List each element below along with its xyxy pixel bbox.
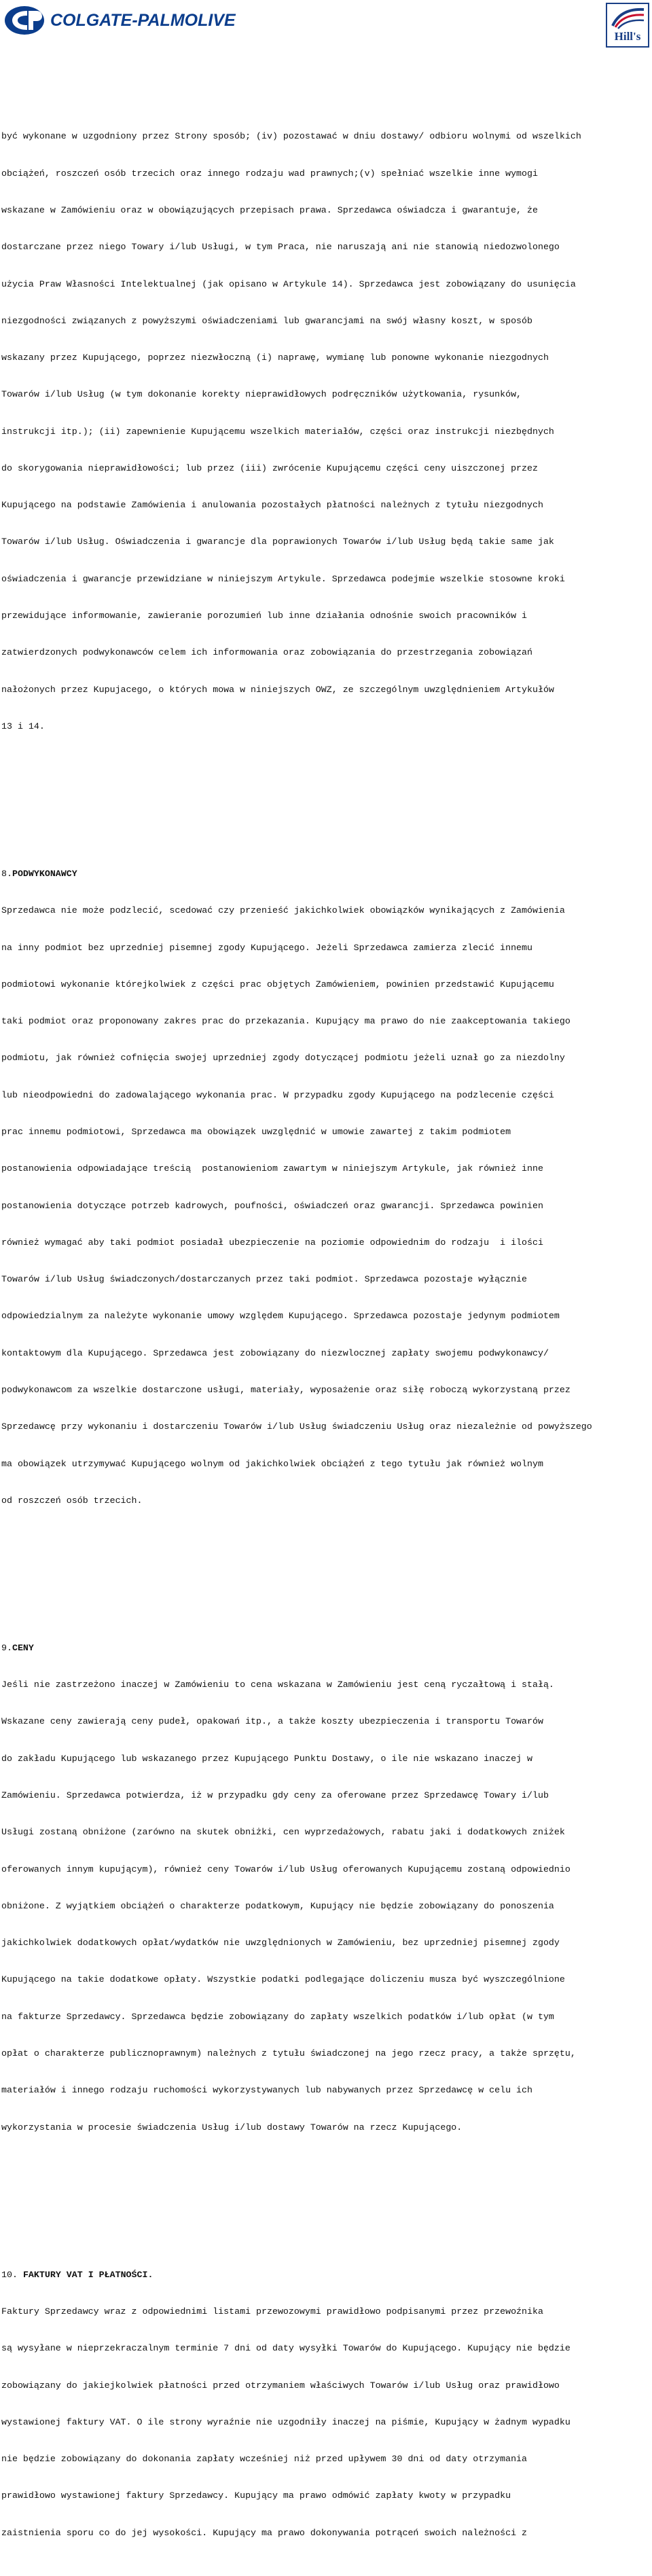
text-line: na inny podmiot bez uprzedniej pisemnej zgody Kupującego. Jeżeli Sprzedawca zamierza zlecić innemu [1, 942, 532, 953]
text-line: nałożonych przez Kupujacego, o których mowa w niniejszych OWZ, ze szczególnym uwzględnieniem Artykułów [1, 684, 554, 695]
text-line: zobowiązany do jakiejkolwiek płatności przed otrzymaniem właściwych Towarów i/lub Usług oraz prawidłowo [1, 2380, 560, 2391]
text-line: prac innemu podmiotowi, Sprzedawca ma obowiązek uwzględnić w umowie zawartej z takim podmiotem [1, 1126, 511, 1137]
text-line: lub nieodpowiedni do zadowalającego wykonania prac. W przypadku zgody Kupującego na podzlecenie części [1, 1089, 554, 1100]
paragraph-gap [1, 2195, 651, 2207]
text-line: dostarczane przez niego Towary i/lub Usługi, w tym Praca, nie naruszają ani nie stanowią niedozwolonego [1, 242, 560, 253]
paragraph-gap [1, 1568, 651, 1580]
text-line: jakichkolwiek dodatkowych opłat/wydatków nie uwzględnionych w Zamówieniu, bez uprzedniej pisemnej zgody [1, 1938, 560, 1948]
text-line: Jeśli nie zastrzeżono inaczej w Zamówieniu to cena wskazana w Zamówieniu jest ceną ryczałtową i stałą. [1, 1680, 554, 1690]
page-header [0, 0, 652, 54]
section-number: 10. [1, 2269, 18, 2280]
text-line: obniżone. Z wyjątkiem obciążeń o charakterze podatkowym, Kupujący nie będzie zobowiązany do ponoszenia [1, 1900, 554, 1911]
text-line: zaistnienia sporu co do jej wysokości. Kupujący ma prawo dokonywania potrąceń swoich należności z [1, 2527, 528, 2538]
text-line: podwykonawcom za wszelkie dostarczone usługi, materiały, wyposażenie oraz siłę roboczą wykorzystaną przez [1, 1384, 570, 1395]
section-title: PODWYKONAWCY [12, 869, 77, 879]
text-line: materiałów i innego rodzaju ruchomości wykorzystywanych lub nabywanych przez Sprzedawcę w celu ich [1, 2085, 532, 2096]
colgate-palmolive-logo-icon [4, 5, 45, 35]
hills-wordmark: Hill's [614, 30, 641, 43]
text-line: wykorzystania w procesie świadczenia Usług i/lub dostawy Towarów na rzecz Kupującego. [1, 2122, 463, 2133]
text-line: nie będzie zobowiązany do dokonania zapłaty wcześniej niż przed upływem 30 dni od daty otrzymania [1, 2454, 528, 2465]
text-line: Usługi zostaną obniżone (zarówno na skutek obniżki, cen wyprzedażowych, rabatu jaki i dodatkowych zniżek [1, 1827, 565, 1838]
section-10 [1, 2245, 651, 2564]
section-heading [1, 1642, 651, 1654]
document-body [1, 81, 651, 2576]
section-9 [1, 1618, 651, 2158]
text-line: kontaktowym dla Kupującego. Sprzedawca jest zobowiązany do niezwlocznej zapłaty swojemu podwykonawcy/ [1, 1347, 549, 1358]
text-line: prawidłowo wystawionej faktury Sprzedawcy. Kupujący ma prawo odmówić zapłaty kwoty w przypadku [1, 2490, 511, 2501]
text-line: do skorygowania nieprawidłowości; lub przez (iii) zwrócenie Kupującemu części ceny uiszczonej przez [1, 462, 538, 473]
hills-logo [606, 3, 649, 48]
text-line: taki podmiot oraz proponowany zakres prac do przekazania. Kupujący ma prawo do nie zaakceptowania takiego [1, 1016, 570, 1027]
paragraph-continued [1, 106, 651, 757]
text-line: oświadczenia i gwarancje przewidziane w niniejszym Artykule. Sprzedawca podejmie wszelkie stosowne kroki [1, 573, 565, 584]
section-title: CENY [12, 1642, 34, 1653]
text-line: być wykonane w uzgodniony przez Strony sposób; (iv) pozostawać w dniu dostawy/ odbioru wolnymi od wszelkich [1, 131, 581, 142]
text-line: Sprzedawcę przy wykonaniu i dostarczeniu Towarów i/lub Usług świadczeniu Usług oraz niezależnie od powyższego [1, 1421, 592, 1432]
text-line: ma obowiązek utrzymywać Kupującego wolnym od jakichkolwiek obciążeń z tego tytułu jak również wolnym [1, 1458, 543, 1469]
colgate-palmolive-wordmark: COLGATE-PALMOLIVE [50, 10, 236, 30]
text-line: opłat o charakterze publicznoprawnym) należnych z tytułu świadczonej na jego rzecz pracy, a także sprzętu, [1, 2048, 576, 2058]
text-line: instrukcji itp.); (ii) zapewnienie Kupującemu wszelkich materiałów, części oraz instrukcji niezbędnych [1, 426, 554, 437]
section-heading [1, 868, 651, 880]
text-line: również wymagać aby taki podmiot posiadał ubezpieczenie na poziomie odpowiednim do rodzaju i ilości [1, 1237, 543, 1248]
section-heading [1, 2269, 651, 2281]
text-line: Kupującego na podstawie Zamówienia i anulowania pozostałych płatności należnych z tytułu niezgodnych [1, 500, 543, 511]
text-line: niezgodności związanych z powyższymi oświadczeniami lub gwarancjami na swój własny koszt, w sposób [1, 315, 532, 326]
text-line: postanowienia odpowiadające treścią postanowieniom zawartym w niniejszym Artykule, jak również inne [1, 1163, 543, 1174]
text-line: Wskazane ceny zawierają ceny pudeł, opakowań itp., a także koszty ubezpieczenia i transportu Towarów [1, 1716, 543, 1727]
text-line: Kupującego na takie dodatkowe opłaty. Wszystkie podatki podlegające doliczeniu musza być wyszczególnione [1, 1974, 565, 1985]
text-line: Sprzedawca nie może podzlecić, scedować czy przenieść jakichkolwiek obowiązków wynikających z Zamówienia [1, 905, 565, 916]
text-line: zatwierdzonych podwykonawców celem ich informowania oraz zobowiązania do przestrzegania zobowiązań [1, 647, 532, 658]
text-line: na fakturze Sprzedawcy. Sprzedawca będzie zobowiązany do zapłaty wszelkich podatków i/lub opłat (w tym [1, 2011, 554, 2022]
paragraph-gap [1, 794, 651, 806]
text-line: Faktury Sprzedawcy wraz z odpowiednimi listami przewozowymi prawidłowo podpisanymi przez przewoźnika [1, 2306, 543, 2317]
section-8 [1, 843, 651, 1531]
text-line: obciążeń, roszczeń osób trzecich oraz innego rodzaju wad prawnych;(v) spełniać wszelkie inne wymogi [1, 168, 538, 179]
text-line: do zakładu Kupującego lub wskazanego przez Kupującego Punktu Dostawy, o ile nie wskazano inaczej w [1, 1753, 532, 1764]
colgate-palmolive-logo [4, 5, 236, 35]
text-line: oferowanych innym kupującym), również ceny Towarów i/lub Usług oferowanych Kupującemu zostaną odpowiednio [1, 1864, 570, 1874]
section-number: 9. [1, 1642, 12, 1653]
text-line: podmiotowi wykonanie którejkolwiek z części prac objętych Zamówieniem, powinien przedstawić Kupującemu [1, 979, 554, 990]
hills-logo-icon [607, 5, 648, 30]
text-line: użycia Praw Własności Intelektualnej (jak opisano w Artykule 14). Sprzedawca jest zobowiązany do usunięcia [1, 278, 576, 289]
text-line: postanowienia dotyczące potrzeb kadrowych, poufności, oświadczeń oraz gwarancji. Sprzedawca powinien [1, 1200, 543, 1211]
text-line: odpowiedzialnym za należyte wykonanie umowy względem Kupującego. Sprzedawca pozostaje jedynym podmiotem [1, 1311, 560, 1322]
text-line: przewidujące informowanie, zawieranie porozumień lub inne działania odnośnie swoich pracowników i [1, 611, 528, 621]
text-line: 13 i 14. [1, 721, 45, 731]
text-line: wystawionej faktury VAT. O ile strony wyraźnie nie uzgodniły inaczej na piśmie, Kupujący w żadnym wypadku [1, 2416, 570, 2427]
text-line: są wysyłane w nieprzekraczalnym terminie 7 dni od daty wysyłki Towarów do Kupującego. Kupujący nie będzie [1, 2343, 570, 2354]
text-line: wskazane w Zamówieniu oraz w obowiązujących przepisach prawa. Sprzedawca oświadcza i gwarantuje, że [1, 204, 538, 215]
text-line: podmiotu, jak również cofnięcia swojej uprzedniej zgody dotyczącej podmiotu jeżeli uznał go za niezdolny [1, 1053, 565, 1064]
text-line: Towarów i/lub Usług. Oświadczenia i gwarancje dla poprawionych Towarów i/lub Usług będą takie same jak [1, 537, 554, 547]
text-line: Towarów i/lub Usług świadczonych/dostarczanych przez taki podmiot. Sprzedawca pozostaje wyłącznie [1, 1274, 528, 1285]
section-number: 8. [1, 869, 12, 879]
text-line: od roszczeń osób trzecich. [1, 1495, 143, 1506]
text-line: wskazany przez Kupującego, poprzez niezwłoczną (i) naprawę, wymianę lub ponowne wykonanie niezgodnych [1, 352, 549, 363]
section-title: FAKTURY VAT I PŁATNOŚCI. [22, 2269, 153, 2280]
text-line: Zamówieniu. Sprzedawca potwierdza, iż w przypadku gdy ceny za oferowane przez Sprzedawcę Towary i/lub [1, 1790, 549, 1801]
text-line: Towarów i/lub Usług (w tym dokonanie korekty nieprawidłowych podręczników użytkowania, rysunków, [1, 389, 522, 400]
